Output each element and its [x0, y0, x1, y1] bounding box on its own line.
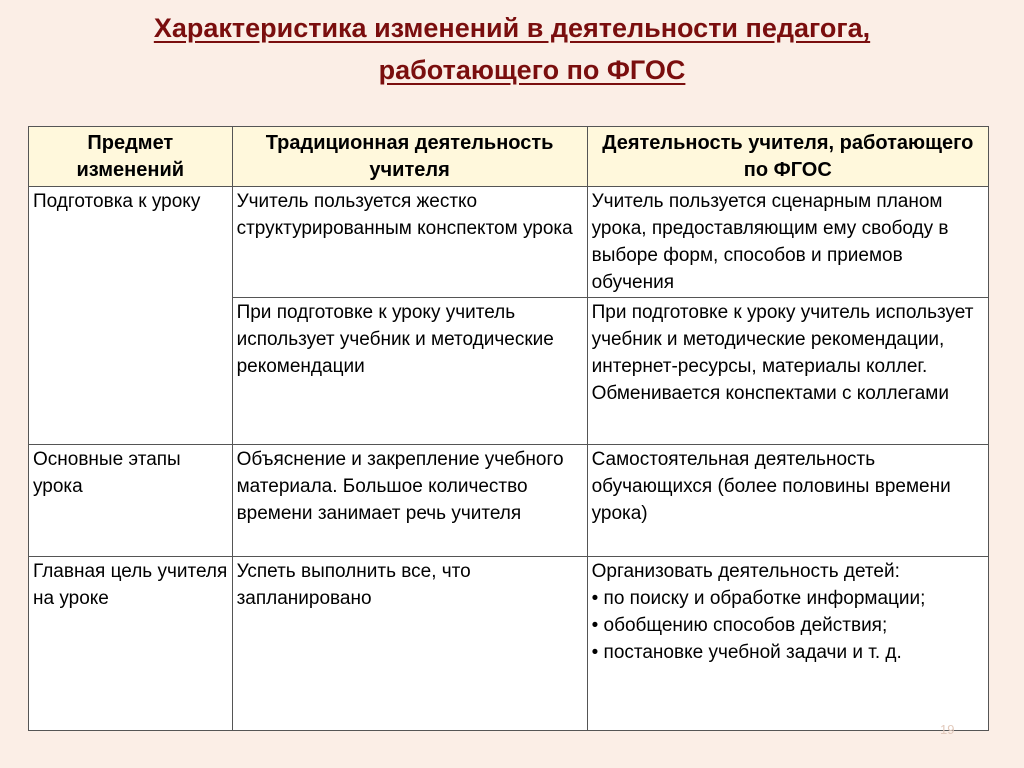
bullet-item: • обобщению способов действия; — [591, 615, 888, 636]
title-line-1: Характеристика изменений в деятельности педагога, — [153, 13, 871, 43]
cell-fgos — [587, 445, 988, 557]
cell-traditional — [232, 557, 587, 731]
cell-text: Учитель пользуется сценарным планом урока, предоставляющим ему свободу в выборе форм, способов и приемов обучения — [591, 191, 949, 293]
cell-fgos — [587, 298, 988, 445]
header-subject: Предмет изменений — [29, 127, 233, 187]
cell-text: При подготовке к уроку учитель использует учебник и методические рекомендации — [236, 302, 554, 377]
cell-text: Самостоятельная деятельность обучающихся (более половины времени урока) — [591, 449, 951, 524]
comparison-table — [28, 126, 989, 731]
bullet-item: • постановке учебной задачи и т. д. — [591, 642, 902, 663]
cell-fgos — [587, 187, 988, 298]
cell-text: Подготовка к уроку — [33, 191, 201, 212]
table-row — [29, 557, 989, 731]
bullet-item: • по поиску и обработке информации; — [591, 588, 926, 609]
title-line-2: работающего по ФГОС — [378, 55, 686, 85]
cell-text: При подготовке к уроку учитель использует учебник и методические рекомендации, интернет-ресурсы, материалы коллег. Обменивается конспектами с коллегами — [591, 302, 974, 404]
header-traditional: Традиционная деятельность учителя — [232, 127, 587, 187]
cell-text: Главная цель учителя на уроке — [33, 561, 228, 609]
cell-traditional — [232, 298, 587, 445]
header-fgos: Деятельность учителя, работающего по ФГОС — [587, 127, 988, 187]
cell-subject — [29, 445, 233, 557]
page-number: 19 — [940, 722, 955, 737]
cell-text: Успеть выполнить все, что запланировано — [236, 561, 471, 609]
cell-text: Объяснение и закрепление учебного материала. Большое количество времени занимает речь учителя — [236, 449, 564, 524]
table-row — [29, 445, 989, 557]
table-header-row — [29, 127, 989, 187]
cell-text: Основные этапы урока — [33, 449, 181, 497]
slide-title — [0, 10, 1024, 88]
cell-subject — [29, 557, 233, 731]
cell-text: Учитель пользуется жестко структурированным конспектом урока — [236, 191, 573, 239]
cell-subject — [29, 187, 233, 445]
cell-traditional — [232, 445, 587, 557]
cell-fgos — [587, 557, 988, 731]
cell-text: Организовать деятельность детей: — [591, 561, 900, 582]
cell-traditional — [232, 187, 587, 298]
table-row — [29, 187, 989, 298]
